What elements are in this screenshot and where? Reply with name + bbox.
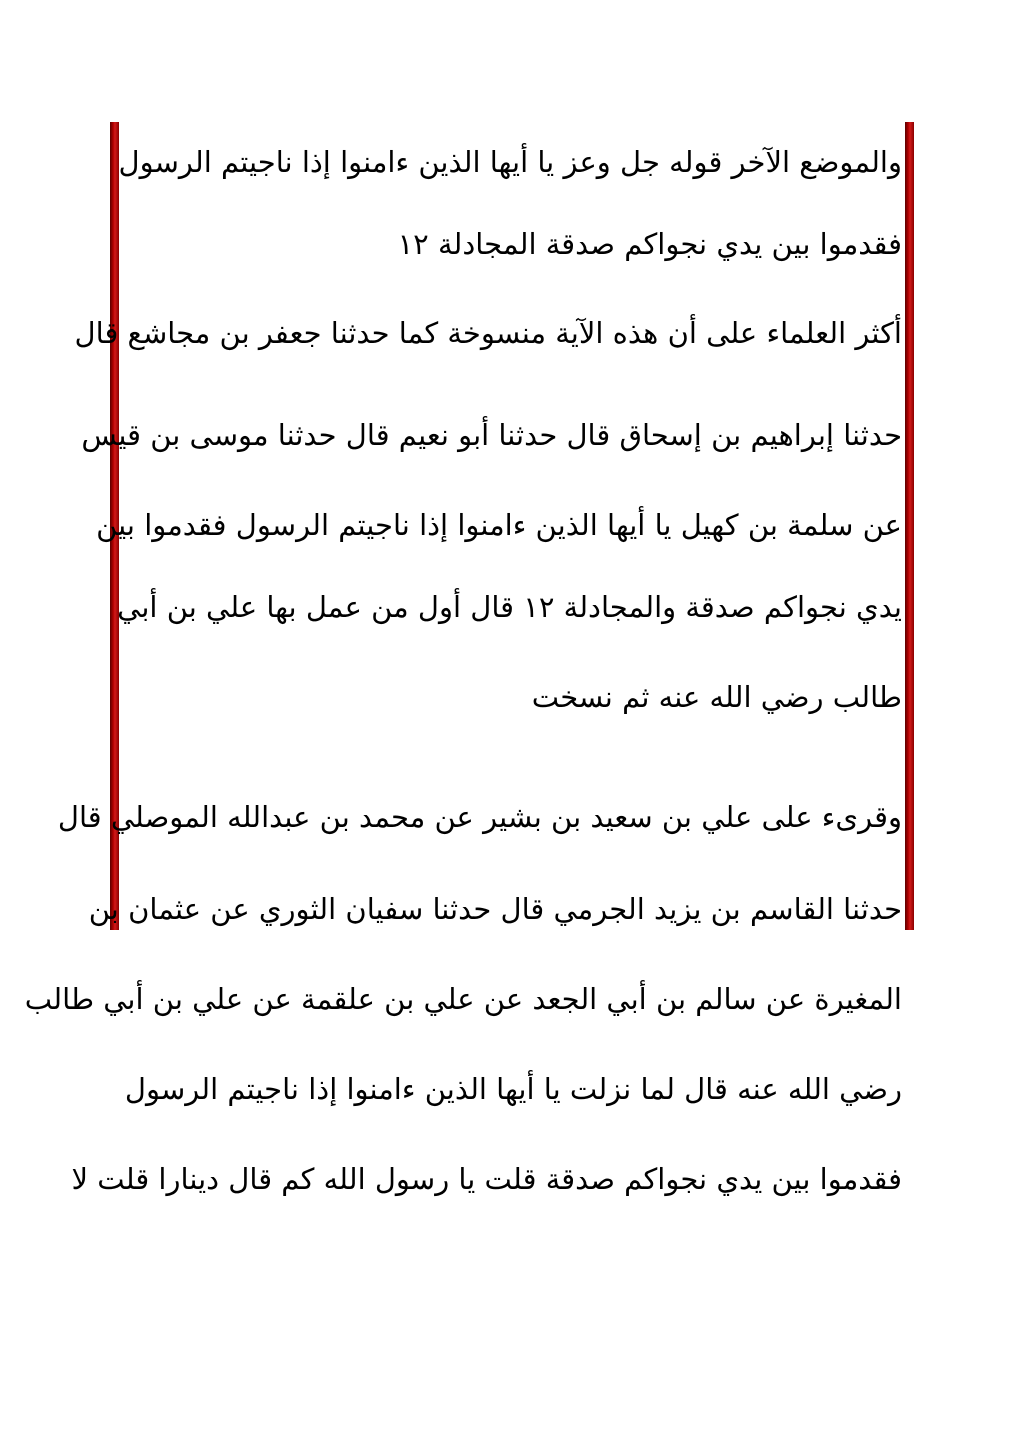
text-line: عن سلمة بن كهيل يا أيها الذين ءامنوا إذا ناجيتم الرسول فقدموا بين (96, 508, 902, 542)
text-line: فقدموا بين يدي نجواكم صدقة قلت يا رسول الله كم قال دينارا قلت لا (71, 1162, 902, 1196)
right-red-border (905, 122, 914, 930)
text-line: وقرىء على علي بن سعيد بن بشير عن محمد بن عبدالله الموصلي قال (57, 800, 902, 834)
text-line: المغيرة عن سالم بن أبي الجعد عن علي بن علقمة عن علي بن أبي طالب (24, 982, 902, 1016)
text-line: طالب رضي الله عنه ثم نسخت (531, 680, 902, 714)
text-line: يدي نجواكم صدقة والمجادلة ١٢ قال أول من عمل بها علي بن أبي (117, 590, 902, 624)
text-line: والموضع الآخر قوله جل وعز يا أيها الذين ءامنوا إذا ناجيتم الرسول (118, 145, 902, 179)
text-body (24, 122, 902, 1196)
text-line: رضي الله عنه قال لما نزلت يا أيها الذين ءامنوا إذا ناجيتم الرسول (124, 1072, 902, 1106)
text-line: فقدموا بين يدي نجواكم صدقة المجادلة ١٢ (397, 227, 902, 261)
text-line: حدثنا إبراهيم بن إسحاق قال حدثنا أبو نعيم قال حدثنا موسى بن قيس (81, 418, 902, 452)
text-line: أكثر العلماء على أن هذه الآية منسوخة كما حدثنا جعفر بن مجاشع قال (74, 316, 902, 350)
text-line: حدثنا القاسم بن يزيد الجرمي قال حدثنا سفيان الثوري عن عثمان بن (88, 892, 902, 926)
